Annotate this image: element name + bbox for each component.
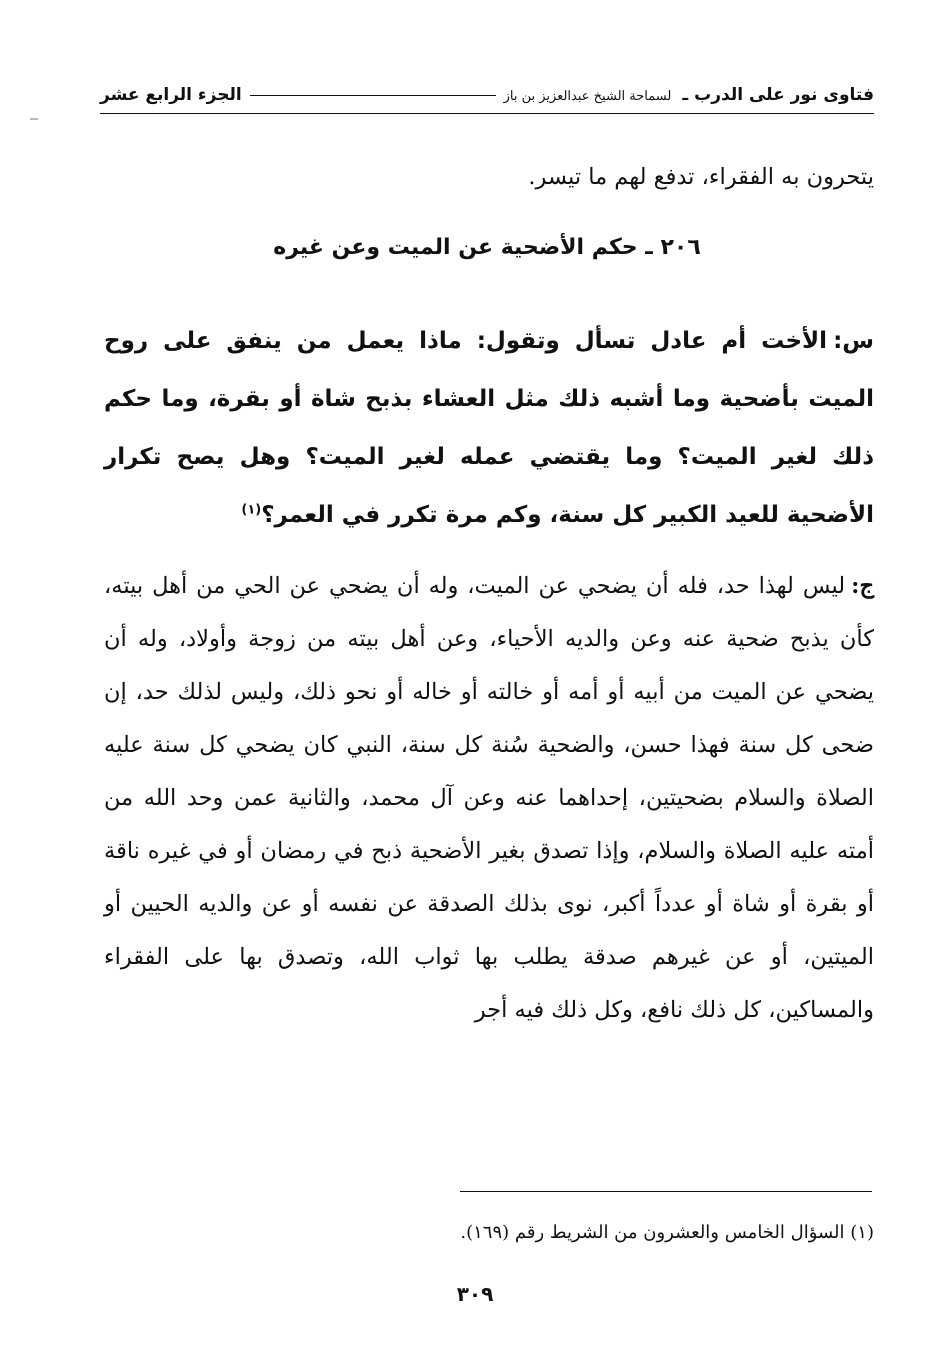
margin-mark — [30, 118, 38, 120]
question-text: الأخت أم عادل تسأل وتقول: ماذا يعمل من ينفق على روح الميت بأضحية وما أشبه ذلك مثل العشاء بذبح شاة أو بقرة، وما حكم ذلك لغير الميت؟ وما يقتضي عمله لغير الميت؟ وهل يصح تكرار الأضحية للعيد الكبير كل سنة، وكم مرة تكرر في العمر؟ — [104, 328, 874, 528]
footnote: (١) السؤال الخامس والعشرون من الشريط رقم (١٦٩). — [460, 1222, 874, 1243]
answer-label: ج: — [851, 573, 874, 599]
answer-text: ليس لهذا حد، فله أن يضحي عن الميت، وله أن يضحي عن الحي من أهل بيته، كأن يذبح ضحية عنه وعن والديه الأحياء، وعن أهل بيته من زوجة وأولاد، وله أن يضحي عن الميت من أبيه أو أمه أو خالته أو خاله أو نحو ذلك، وليس لذلك حد، إن ضحى كل سنة فهذا حسن، والضحية سُنة كل سنة، النبي كان يضحي كل سنة عليه الصلاة والسلام بضحيتين، إحداهما عنه وعن آل محمد، والثانية عمن وحد الله من أمته عليه الصلاة والسلام، وإذا تصدق بغير الأضحية ذبح في رمضان أو في غيره ناقة أو بقرة أو شاة أو عدداً أكبر، نوى بذلك الصدقة عن نفسه أو عن والديه الحيين أو الميتين، أو عن غيرهم صدقة يطلب بها ثواب الله، وتصدق بها على الفقراء والمساكين، كل ذلك نافع، وكل ذلك فيه أجر — [104, 573, 874, 1023]
footnote-reference: (١) — [241, 502, 262, 518]
footnote-rule — [460, 1191, 872, 1192]
question-paragraph — [104, 312, 874, 544]
header-dash — [250, 95, 496, 96]
header-rule — [100, 113, 874, 114]
header-volume: الجزء الرابع عشر — [100, 85, 242, 105]
running-header — [100, 80, 874, 110]
answer-paragraph — [104, 560, 874, 1037]
section-heading: ٢٠٦ ـ حكم الأضحية عن الميت وعن غيره — [273, 235, 701, 260]
header-author: لسماحة الشيخ عبدالعزيز بن باز — [503, 89, 672, 104]
header-book-title: فتاوى نور على الدرب ـ — [682, 85, 874, 105]
header-book-group — [504, 85, 874, 105]
page-number: ٣٠٩ — [456, 1282, 494, 1306]
question-label: س: — [833, 328, 874, 354]
continuation-paragraph: يتحرون به الفقراء، تدفع لهم ما تيسر. — [528, 164, 874, 190]
